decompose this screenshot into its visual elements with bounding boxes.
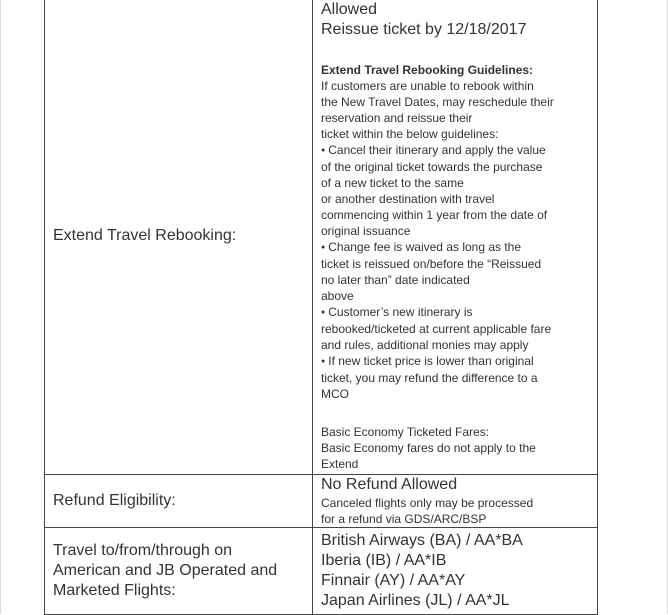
- text-line: of a new ticket to the same: [321, 176, 464, 190]
- policy-table: [44, 0, 598, 615]
- text-line: ticket is reissued on/before the “Reissued: [321, 257, 542, 271]
- text-line: no later than” date indicated: [321, 273, 470, 287]
- text-line: ● Customer’s new itinerary is: [321, 304, 593, 321]
- reissue-deadline: Reissue ticket by 12/18/2017: [321, 21, 527, 38]
- text-line: the New Travel Dates, may reschedule their: [321, 95, 554, 109]
- carrier-item: Japan Airlines (JL) / AA*JL: [321, 592, 510, 609]
- text-line: of the original ticket towards the purchase: [321, 160, 543, 174]
- text-line: ● If new ticket price is lower than original: [321, 353, 593, 370]
- text-line: rebooked/ticketed at current applicable fare: [321, 322, 552, 336]
- text-line: American and JB Operated and: [53, 562, 278, 579]
- table-row-refund: [45, 475, 598, 528]
- basic-economy-title: Basic Economy Ticketed Fares:: [321, 425, 490, 439]
- refund-eligibility-label: Refund Eligibility:: [45, 475, 313, 528]
- text-line: for a refund via GDS/ARC/BSP: [321, 512, 487, 526]
- text-line: ticket within the below guidelines:: [321, 127, 499, 141]
- page-border: [0, 0, 1, 614]
- refund-details: [313, 475, 598, 528]
- carrier-item: Finnair (AY) / AA*AY: [321, 572, 466, 589]
- text-line: reservation and reissue their: [321, 111, 473, 125]
- extend-status: Allowed: [321, 1, 378, 18]
- text-line: original issuance: [321, 224, 411, 238]
- guideline-bullet-2: [321, 239, 593, 304]
- guideline-bullet-3: [321, 304, 593, 353]
- text-line: or another destination with travel: [321, 192, 495, 206]
- text-line: ● Change fee is waived as long as the: [321, 239, 593, 256]
- extend-travel-details: [313, 0, 598, 475]
- refund-note: [321, 495, 593, 527]
- carrier-list: [313, 528, 598, 615]
- text-line: ● Cancel their itinerary and apply the value: [321, 142, 593, 159]
- table-row-extend-travel: [45, 0, 598, 475]
- text-line: Marketed Flights:: [53, 582, 176, 599]
- text-line: If customers are unable to rebook within: [321, 79, 534, 93]
- extend-travel-label: Extend Travel Rebooking:: [45, 0, 313, 475]
- refund-status: No Refund Allowed: [321, 476, 458, 493]
- guidelines-intro: [321, 78, 593, 142]
- carrier-item: Iberia (IB) / AA*IB: [321, 552, 447, 569]
- table-row-travel: [45, 528, 598, 615]
- text-line: Extend: [321, 457, 359, 471]
- guideline-bullet-1: [321, 142, 593, 239]
- guideline-bullet-4: [321, 353, 593, 402]
- basic-economy-note: [321, 440, 593, 472]
- text-line: above: [321, 289, 354, 303]
- text-line: Basic Economy fares do not apply to the: [321, 441, 536, 455]
- text-line: ticket, you may refund the difference to a: [321, 371, 538, 385]
- guidelines-title: Extend Travel Rebooking Guidelines:: [321, 63, 534, 77]
- carrier-item: British Airways (BA) / AA*BA: [321, 532, 523, 549]
- text-line: MCO: [321, 387, 349, 401]
- text-line: Travel to/from/through on: [53, 542, 233, 559]
- travel-label: [45, 528, 313, 615]
- text-line: Canceled flights only may be processed: [321, 496, 534, 510]
- text-line: and rules, additional monies may apply: [321, 338, 529, 352]
- text-line: commencing within 1 year from the date of: [321, 208, 548, 222]
